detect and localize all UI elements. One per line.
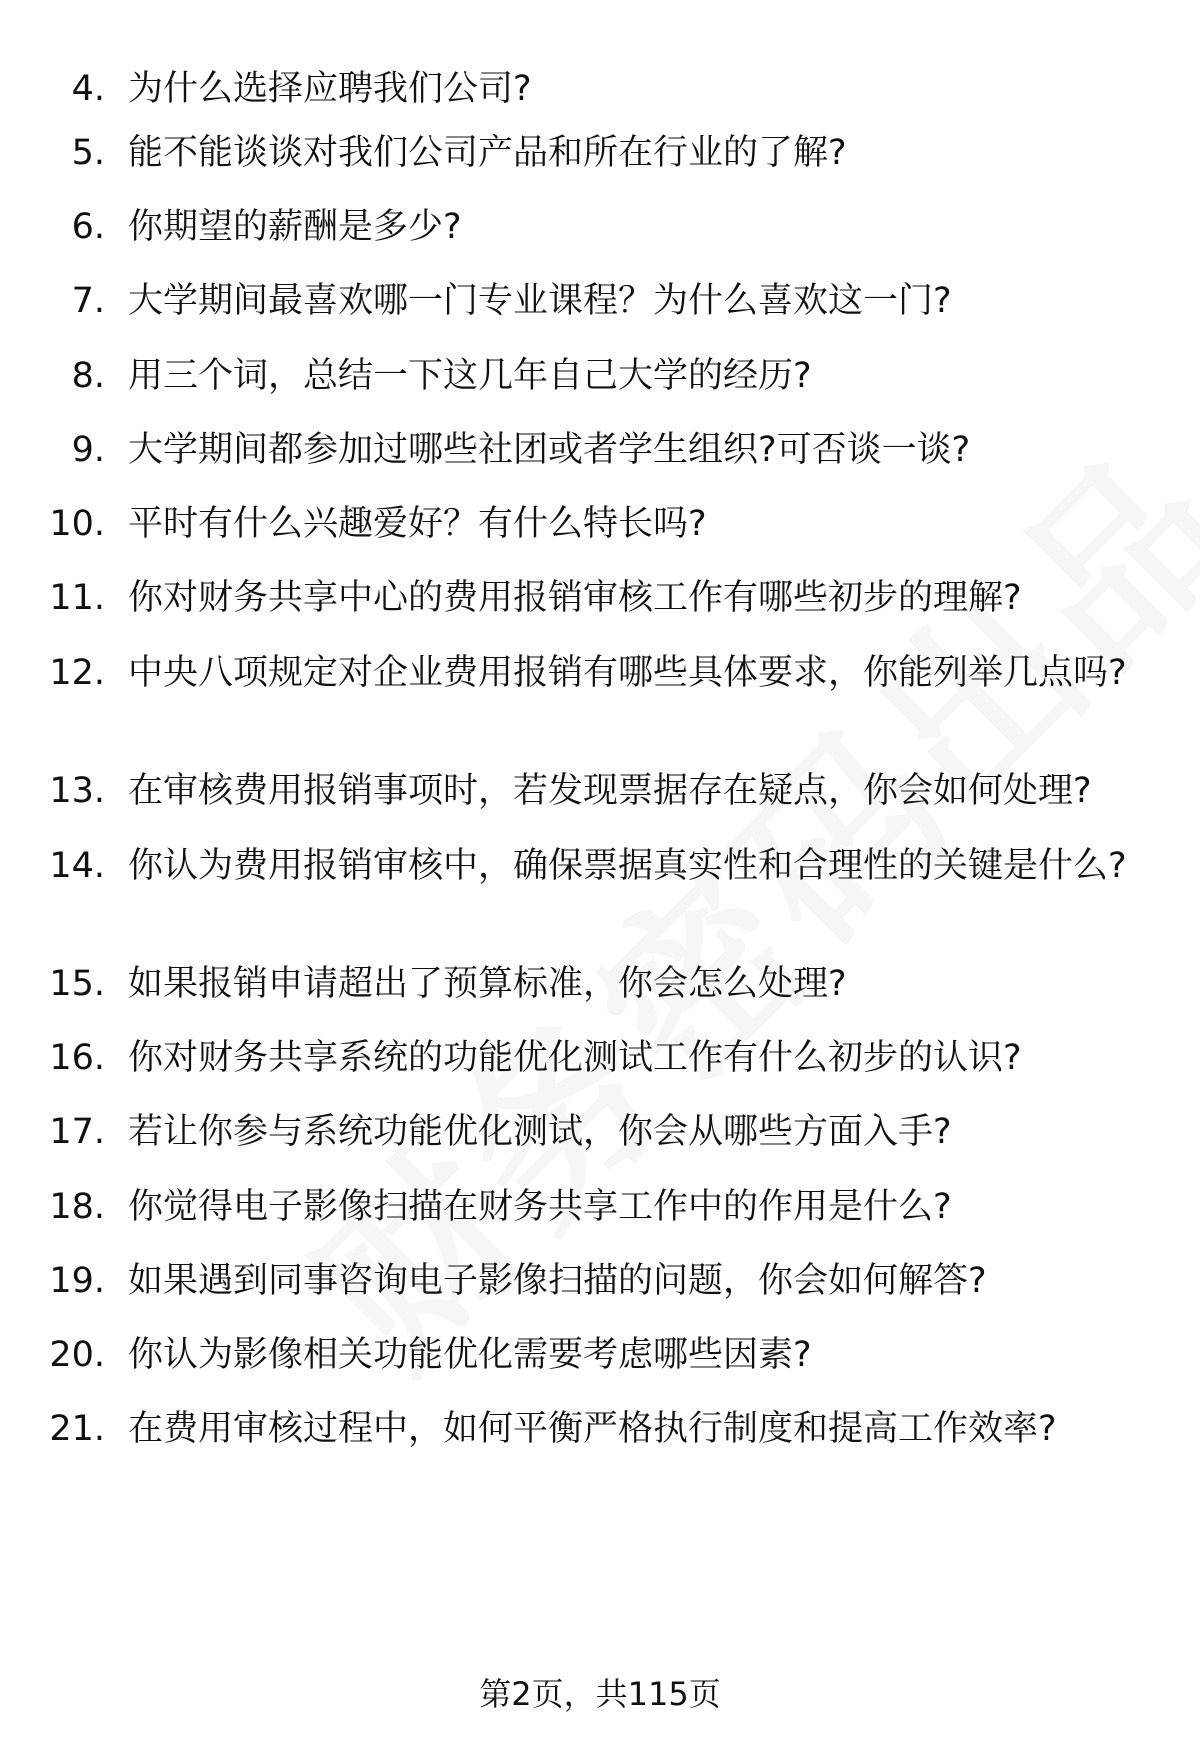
question-text: 大学期间都参加过哪些社团或者学生组织?可否谈一谈? xyxy=(128,430,971,470)
question-number: 4. xyxy=(71,69,105,109)
question-text: 为什么选择应聘我们公司? xyxy=(128,69,532,109)
question-text: 如果遇到同事咨询电子影像扫描的问题，你会如何解答? xyxy=(128,1261,987,1301)
question-number: 21. xyxy=(49,1409,105,1449)
question-text: 你认为费用报销审核中，确保票据真实性和合理性的关键是什么? xyxy=(128,846,1127,886)
question-text: 在费用审核过程中，如何平衡严格执行制度和提高工作效率? xyxy=(128,1409,1057,1449)
question-number: 19. xyxy=(49,1261,105,1301)
question-text: 你对财务共享系统的功能优化测试工作有什么初步的认识? xyxy=(128,1038,1022,1078)
question-number: 18. xyxy=(49,1187,105,1227)
question-number: 16. xyxy=(49,1038,105,1078)
page-footer: 第2页，共115页 xyxy=(479,1675,721,1713)
question-number: 9. xyxy=(71,430,105,470)
question-number: 8. xyxy=(71,356,105,396)
question-number: 14. xyxy=(49,846,105,886)
question-number: 10. xyxy=(49,504,105,544)
question-number: 17. xyxy=(49,1112,105,1152)
question-number: 7. xyxy=(71,281,105,321)
question-number: 20. xyxy=(49,1335,105,1375)
question-number: 11. xyxy=(49,578,105,618)
question-text: 你认为影像相关功能优化需要考虑哪些因素? xyxy=(128,1335,812,1375)
question-text: 大学期间最喜欢哪一门专业课程？为什么喜欢这一门? xyxy=(128,281,952,321)
question-number: 6. xyxy=(71,207,105,247)
question-text: 你对财务共享中心的费用报销审核工作有哪些初步的理解? xyxy=(128,578,1022,618)
question-text: 能不能谈谈对我们公司产品和所在行业的了解? xyxy=(128,133,847,173)
question-number: 15. xyxy=(49,964,105,1004)
question-text: 中央八项规定对企业费用报销有哪些具体要求，你能列举几点吗? xyxy=(128,653,1127,693)
question-text: 你期望的薪酬是多少? xyxy=(128,207,462,247)
question-text: 你觉得电子影像扫描在财务共享工作中的作用是什么? xyxy=(128,1187,952,1227)
question-number: 5. xyxy=(71,133,105,173)
question-text: 平时有什么兴趣爱好？有什么特长吗? xyxy=(128,504,707,544)
question-text: 用三个词，总结一下这几年自己大学的经历? xyxy=(128,356,812,396)
question-number: 13. xyxy=(49,771,105,811)
question-text: 若让你参与系统功能优化测试，你会从哪些方面入手? xyxy=(128,1112,952,1152)
question-text: 在审核费用报销事项时，若发现票据存在疑点，你会如何处理? xyxy=(128,771,1092,811)
question-number: 12. xyxy=(49,653,105,693)
question-text: 如果报销申请超出了预算标准，你会怎么处理? xyxy=(128,964,847,1004)
